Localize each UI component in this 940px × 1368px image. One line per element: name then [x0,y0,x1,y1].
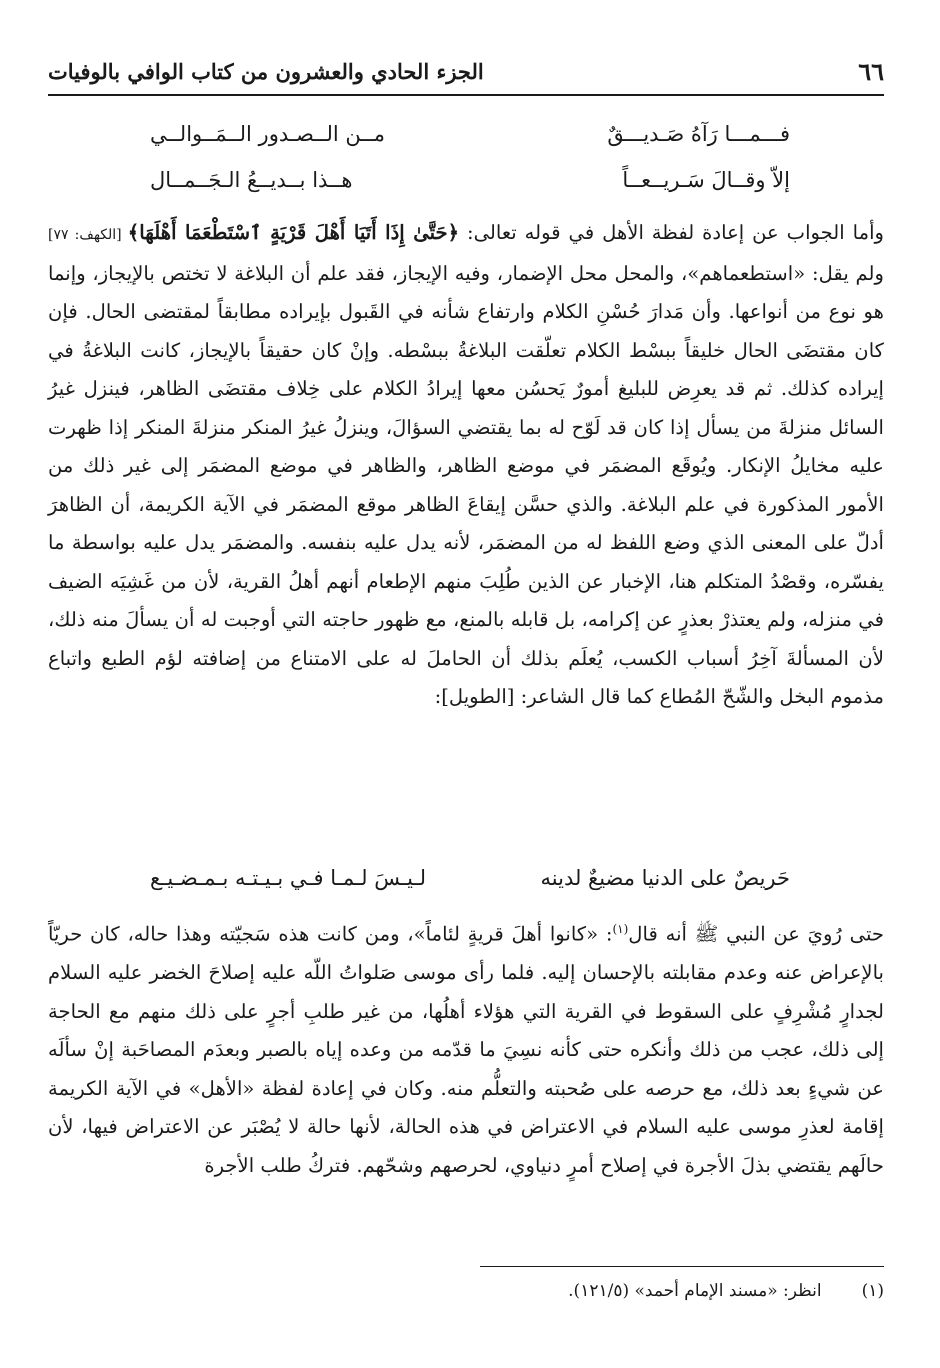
header-rule [48,94,884,96]
verse-line-2 [150,168,790,192]
paragraph-2-intro: حتى رُويَ عن النبي ﷺ أنه قال [628,922,885,946]
paragraph-1-intro: وأما الجواب عن إعادة لفظة الأهل في قوله تعالى: [459,221,884,244]
verse-2-second-hemistich: هــذا بــديــعُ الـجَــمــال [150,168,353,192]
quran-quote: ﴿حَتَّىٰ إِذَا أَتَيَا أَهْلَ قَرْيَةٍ ٱسْتَطْعَمَا أَهْلَهَا﴾ [127,221,460,244]
page-number: ٦٦ [858,56,884,86]
verse-1-first-hemistich: فـــمـــا رَآهُ صَـديـــقٌ [607,122,790,146]
page-header [48,52,884,90]
footnote-separator [480,1266,884,1267]
running-title: الجزء الحادي والعشرون من كتاب الوافي بالوفيات [48,58,484,84]
quran-reference: [الكهف: ٧٧] [48,227,128,243]
verse-3-first-hemistich: حَريصٌ على الدنيا مضيعٌ لدينه [540,866,790,890]
verse-line-3 [150,866,790,890]
footnote-marker[interactable]: (١) [612,922,629,936]
footnote-text: انظر: «مسند الإمام أحمد» (١٢١/٥). [568,1281,822,1301]
footnote-number: (١) [861,1281,884,1301]
paragraph-2-body: : «كانوا أهلَ قريةٍ لئاماً»، ومن كانت هذه سَجيّته وهذا حاله، كان حريّاً بالإعراض عنه وعدم مقابلته بالإحسان إليه. فلما رأى موسى صَلواتُ اللّه عليه إصلاحَ الخضر عليه السلام لجدارٍ مُشْرِفٍ على السقوط في القرية التي هؤلاء أهلُها، من غير طلبِ أجرٍ على ذلك منهم مع الحاجة إلى ذلك، عجب من ذلك وأنكره حتى كأنه نسِيَ ما قدّمه من وعده إياه بالصبر وبعدَم المصاحَبة إنْ سألَه عن شيءٍ بعد ذلك، مع حرصه على صُحبته والتعلُّم منه. وكان في إعادة لفظة «الأهل» في الآية الكريمة إقامة لعذرِ موسى عليه السلام في الاعتراض في هذه الحالة، لأنها حالة لا يُصْبَر عن الاعتراض فيها، لأن حالَهم يقتضي بذلَ الأجرة في إصلاح أمرٍ دنياوي، لحرصهم وشحّهم. فتركُ طلب الأجرة [48,922,884,1177]
verse-2-first-hemistich: إلاّ وقــالَ سَـريــعــاً [622,168,790,192]
paragraph-1-body: ولم يقل: «استطعماهم»، والمحل محل الإضمار، وفيه الإيجاز، فقد علم أن البلاغة لا تختص بالإيجاز، وإنما هو نوع من أنواعها. وأن مَدارَ حُسْنِ الكلام وارتفاع شأنه في القَبول بإيراده مطابقاً لمقتضى الحال. فإن كان مقتضَى الحال خليقاً ببسْط الكلام تعلّقت البلاغةُ ببسْطه. وإنْ كان حقيقاً بالإيجاز، كانت البلاغةُ في إيراده كذلك. ثم قد يعرِض للبليغ أمورٌ يَحسُن معها إيرادُ الكلام على خِلاف مقتضَى الظاهر، فينزل غيرُ السائل منزلةَ من يسأل إذا كان قد لَوّح له بما يقتضي السؤالَ، وينزلُ غيرُ المنكر منزلةَ المنكر إذا ظهرت عليه مخايلُ الإنكار. ويُوقَع المضمَر في موضع الظاهر، والظاهر في موضع المضمَر إلى غير ذلك من الأمور المذكورة في علم البلاغة. والذي حسَّن إيقاعَ الظاهر موقع المضمَر في الآية الكريمة، أن الظاهرَ أدلّ على المعنى الذي وضع اللفظ له من المضمَر، لأنه يدل عليه بنفسه. والمضمَر يدل عليه بواسطة ما يفسّره، وقصْدُ المتكلم هنا، الإخبار عن الذين طُلِبَ منهم الإطعام أنهم أهلُ القرية، لأن من غَشِيَه الضيف في منزله، ولم يعتذرْ بعذرٍ عن إكرامه، بل قابله بالمنع، مع ظهور حاجته التي أوجبت له أن يسألَ منه ذلك، لأن المسألةَ آخِرُ أسباب الكسب، يُعلَم بذلك أن الحاملَ له على الامتناع من إضافته لؤم الطبع واتباع مذموم البخل والشّحّ المُطاع كما قال الشاعر: [الطويل]: [48,261,884,708]
verse-1-second-hemistich: مــن الــصـدور الــمَــوالــي [150,122,385,146]
verse-3-second-hemistich: لـيـسَ لـمـا فـي بـيـتـه بـمـضـيـع [150,866,427,890]
verse-line-1 [150,122,790,146]
paragraph-2 [48,910,884,1185]
footnote [300,1276,884,1306]
paragraph-1 [48,214,884,717]
